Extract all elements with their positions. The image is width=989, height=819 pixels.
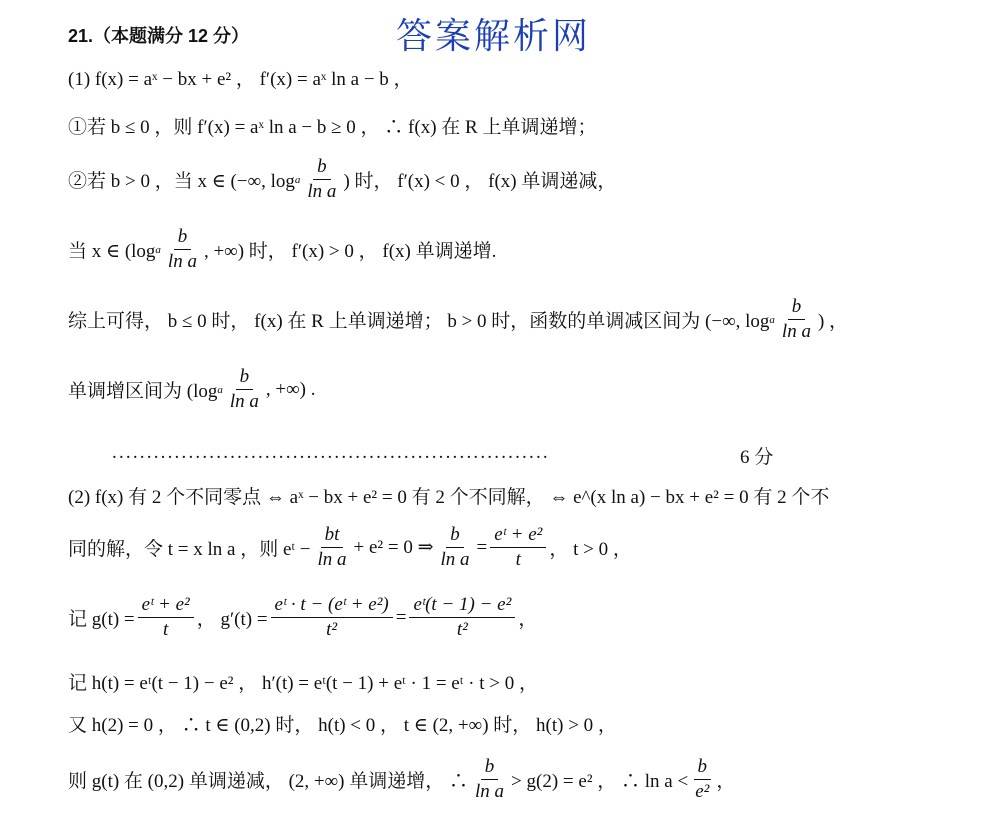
- part2-line6: [68, 756, 735, 803]
- fraction-denominator: t: [515, 549, 521, 570]
- line2-post: ， t > 0 ，: [549, 539, 632, 560]
- fraction-denominator: ln a: [167, 251, 197, 272]
- fraction-b-over-lna: [164, 226, 201, 273]
- fraction-denominator: ln a: [317, 549, 347, 570]
- line2-pre: 同的解，令 t = x ln a ，则 eᵗ −: [68, 539, 311, 560]
- fraction-numerator: eᵗ(t − 1) − e²: [409, 594, 515, 618]
- increasing-interval-line: [68, 366, 315, 413]
- case-b-positive: [68, 156, 616, 203]
- dotted-divider: ...............................................................: [112, 442, 550, 463]
- fraction-g-of-t: [138, 594, 194, 641]
- case3-text-pre: 当 x ∈ (log: [68, 241, 156, 262]
- fraction-numerator: b: [446, 524, 464, 548]
- summary-text-pre: 综上可得， b ≤ 0 时， f(x) 在 R 上单调递增； b > 0 时，函数的单调减区间为 (−∞, log: [68, 311, 770, 332]
- fraction-denominator: t²: [456, 619, 468, 640]
- part2-line2: [68, 524, 632, 571]
- part2-line5: 又 h(2) = 0 ， ∴ t ∈ (0,2) 时， h(t) < 0 ， t ∈ (2, +∞) 时， h(t) > 0 ，: [68, 715, 617, 736]
- case2-text-pre: ②若 b > 0 ，当 x ∈ (−∞, log: [68, 171, 295, 192]
- summary-line: [68, 296, 848, 343]
- part2-line3: [68, 594, 537, 641]
- derivative-line: (1) f(x) = aˣ − bx + e² ， f′(x) = aˣ ln a − b ，: [68, 69, 413, 90]
- fraction-denominator: ln a: [307, 181, 337, 202]
- line6-mid: > g(2) = e² ， ∴ ln a <: [511, 771, 689, 792]
- fraction-denominator: e²: [695, 781, 710, 802]
- case3-text-post: , +∞) 时， f′(x) > 0 ， f(x) 单调递增.: [203, 241, 497, 262]
- fraction-numerator: eᵗ · t − (eᵗ + e²): [271, 594, 393, 618]
- fraction-denominator: t: [163, 619, 169, 640]
- fraction-numerator: b: [174, 226, 192, 250]
- line3-post: ，: [518, 609, 538, 630]
- fraction-numerator: b: [788, 296, 806, 320]
- fraction-denominator: ln a: [781, 321, 811, 342]
- fraction-et-plus-e2-over-t: [490, 524, 546, 571]
- fraction-b-over-lna: [226, 366, 263, 413]
- fraction-b-over-lna: [437, 524, 474, 571]
- fraction-denominator: ln a: [229, 391, 259, 412]
- fraction-numerator: b: [694, 756, 712, 780]
- inc-text-post: , +∞) .: [265, 378, 316, 400]
- fraction-bt-over-lna: [314, 524, 351, 571]
- part2-line1: (2) f(x) 有 2 个不同零点 ⇔ aˣ − bx + e² = 0 有 2 个不同解， ⇔ e^(x ln a) − bx + e² = 0 有 2 个不: [68, 487, 830, 508]
- log-base: a: [155, 243, 161, 256]
- fraction-g-prime-expanded: [271, 594, 393, 641]
- line3-pre: 记 g(t) =: [68, 609, 135, 630]
- fraction-b-over-lna: [303, 156, 340, 203]
- log-base: a: [769, 313, 775, 326]
- part2-line4: 记 h(t) = eᵗ(t − 1) − e² ， h′(t) = eᵗ(t − 1) + eᵗ · 1 = eᵗ · t > 0 ，: [68, 673, 538, 694]
- problem-title: 21.（本题满分 12 分）: [68, 26, 250, 46]
- line6-post: ，: [716, 771, 736, 792]
- fraction-denominator: ln a: [440, 549, 470, 570]
- inc-text-pre: 单调增区间为 (log: [68, 381, 218, 402]
- line2-mid: + e² = 0 ⇒: [353, 537, 434, 558]
- fraction-numerator: b: [481, 756, 499, 780]
- case2-text-post: ) 时， f′(x) < 0 ， f(x) 单调递减，: [343, 171, 617, 192]
- line2-eq: =: [476, 536, 488, 558]
- fraction-b-over-lna: [471, 756, 508, 803]
- watermark: 答案解析网: [396, 16, 592, 57]
- line3-eq: =: [395, 606, 407, 628]
- fraction-denominator: t²: [326, 619, 338, 640]
- log-base: a: [217, 383, 223, 396]
- log-base: a: [294, 173, 301, 186]
- fraction-numerator: b: [313, 156, 331, 180]
- fraction-g-prime-simplified: [409, 594, 515, 641]
- summary-text-post: ) ，: [817, 311, 849, 332]
- line6-pre: 则 g(t) 在 (0,2) 单调递减， (2, +∞) 单调递增， ∴: [68, 771, 469, 792]
- fraction-numerator: eᵗ + e²: [490, 524, 546, 548]
- fraction-b-over-lna: [778, 296, 815, 343]
- fraction-b-over-e2: [691, 756, 713, 803]
- fraction-numerator: b: [236, 366, 254, 390]
- case-increasing: [68, 226, 496, 273]
- score-label: 6 分: [740, 447, 774, 468]
- line3-mid: ， g′(t) =: [196, 609, 268, 630]
- fraction-numerator: bt: [321, 524, 344, 548]
- fraction-denominator: ln a: [475, 781, 505, 802]
- case-b-nonpositive: ①若 b ≤ 0 ，则 f′(x) = aˣ ln a − b ≥ 0 ， ∴ f(x) 在 R 上单调递增；: [68, 117, 597, 138]
- fraction-numerator: eᵗ + e²: [138, 594, 194, 618]
